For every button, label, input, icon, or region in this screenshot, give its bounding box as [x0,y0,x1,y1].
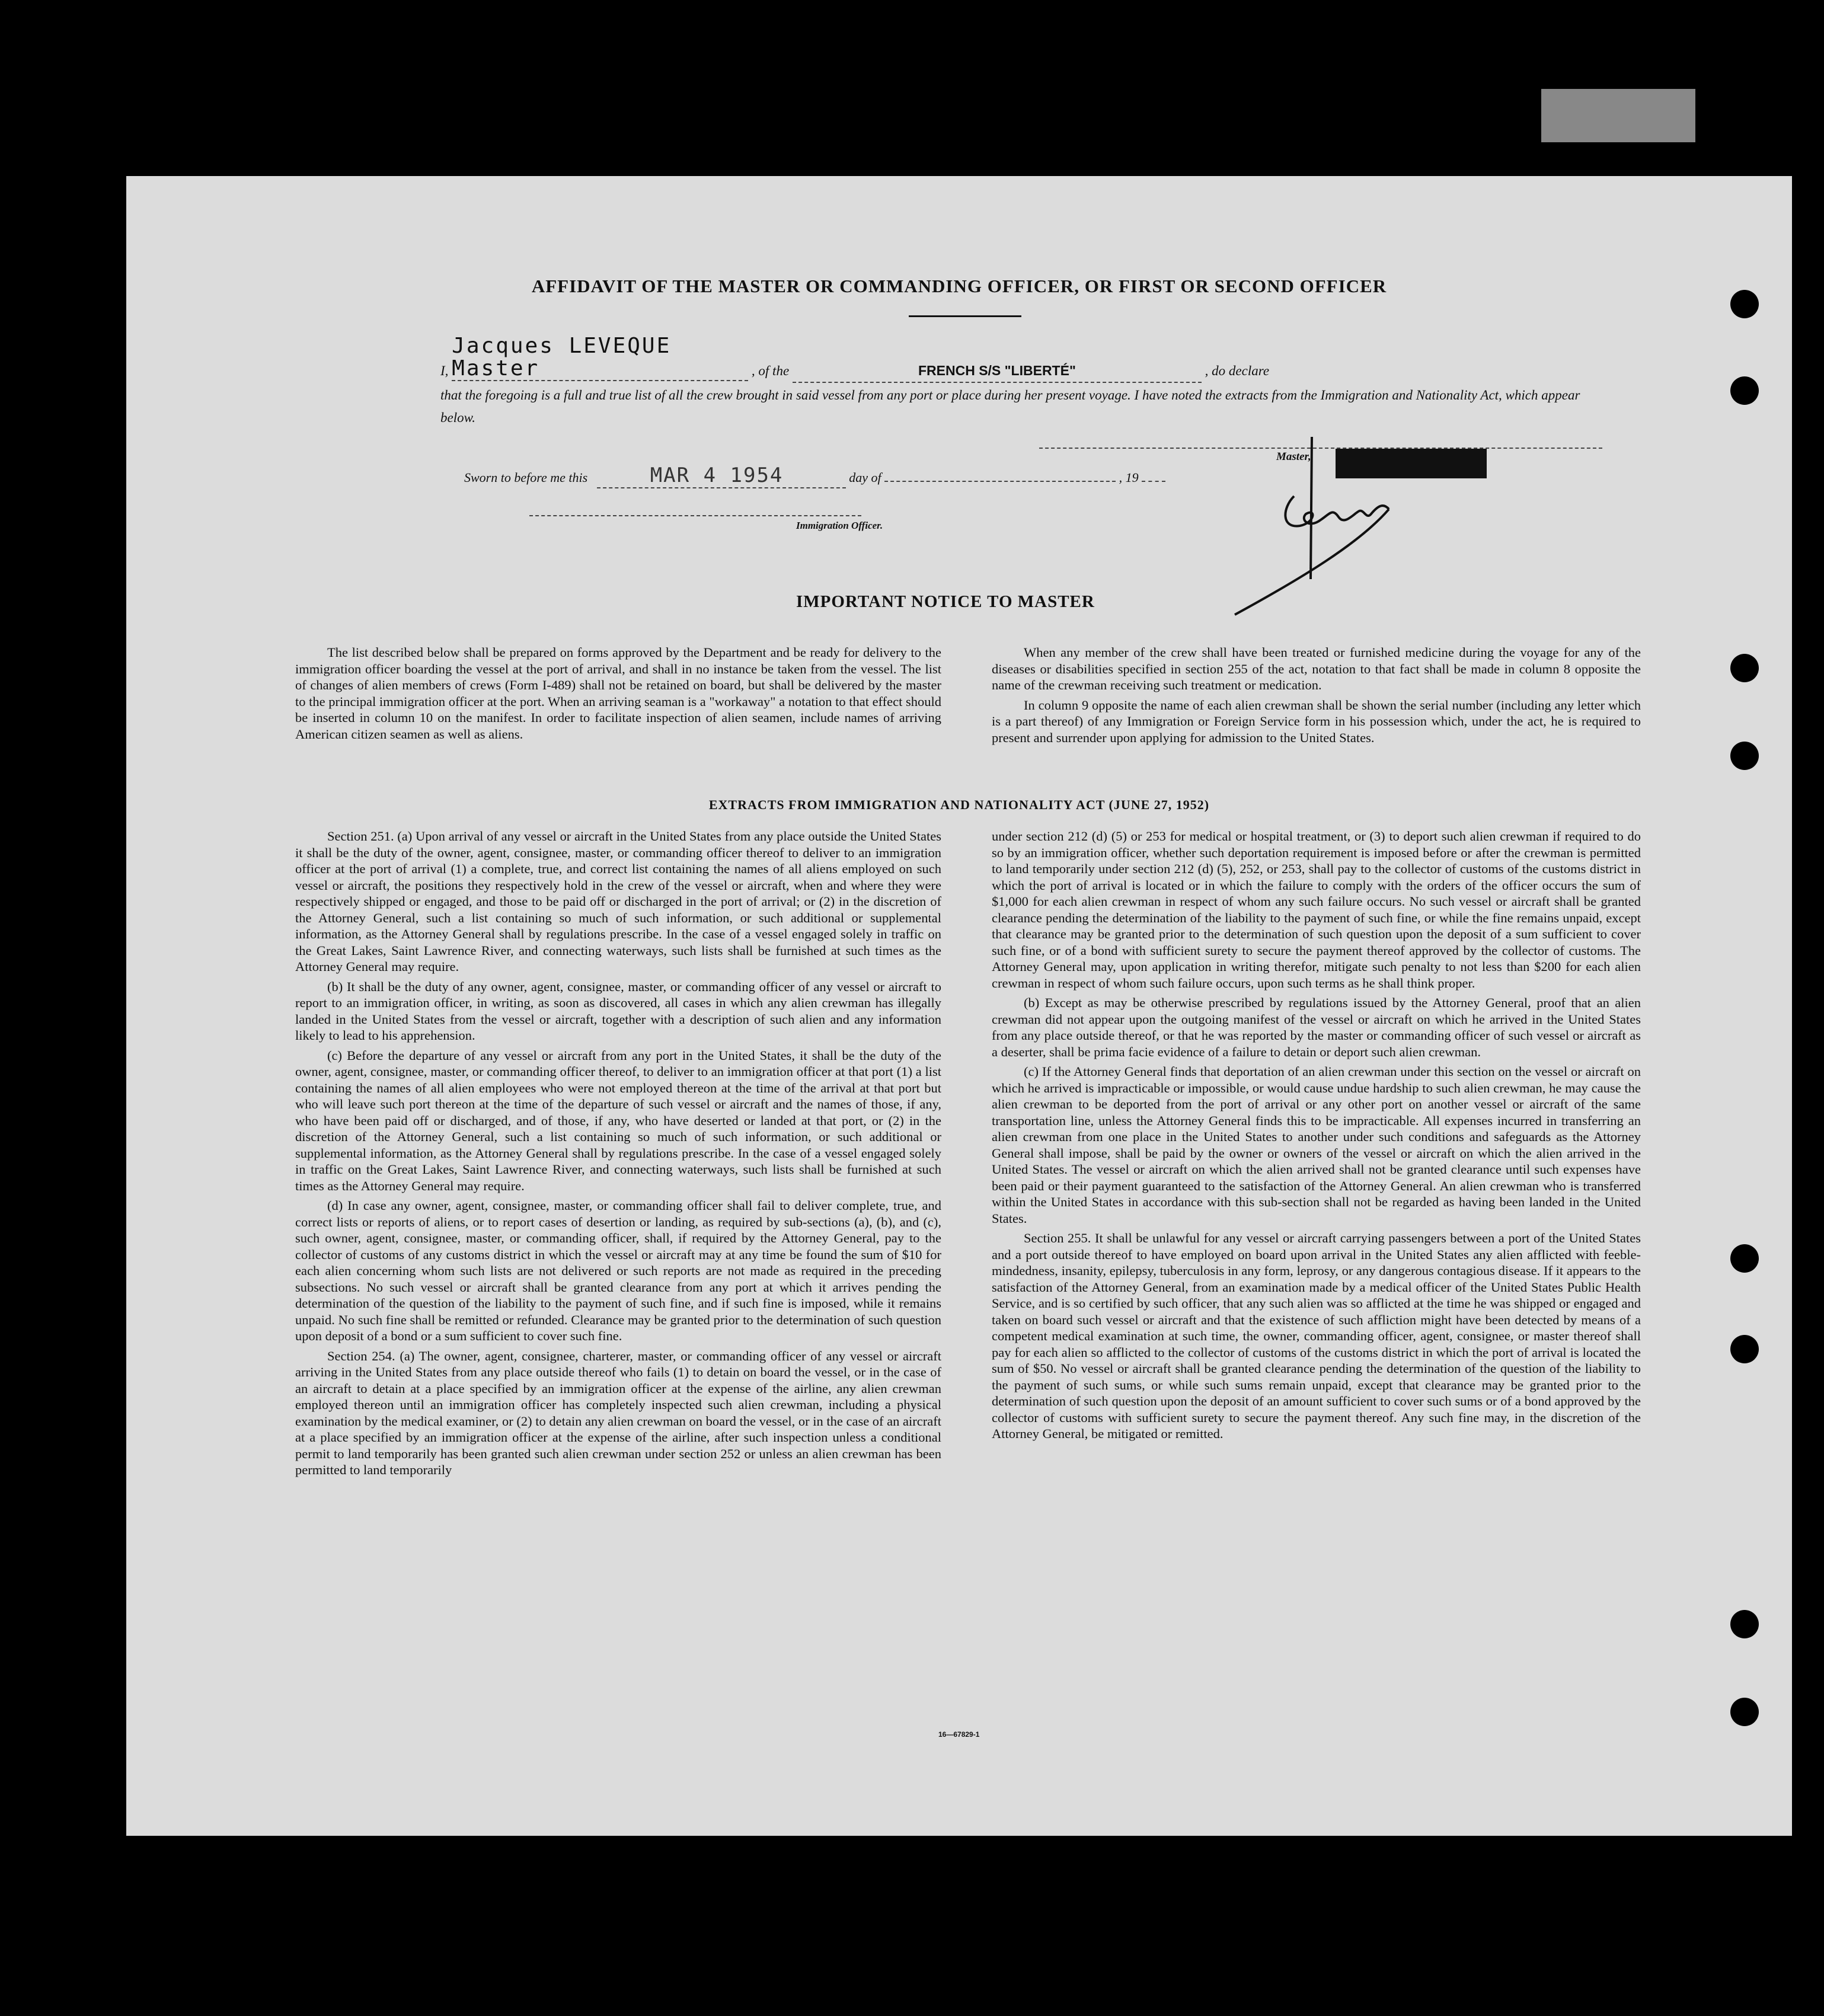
act-paragraph: Section 254. (a) The owner, agent, consignee, charterer, master, or commanding officer of any vessel or aircraft arriving in the United States from any place outside thereof who fails (1) to detain on board the vessel, or in the case of an aircraft to detain at a place specified by an immigration officer at the expense of the airline, any alien crewman employed thereon until an immigration officer has completely inspected such alien crewman, including a physical examination by the medical examiner, or (2) to detain any alien crewman on board the vessel, or in the case of an aircraft at a place specified by an immigration officer at the expense of the airline, after such inspection unless a conditional permit to land temporarily has been granted such alien crewman under section 252 or unless an alien crewman has been permitted to land temporarily [295,1348,941,1477]
act-paragraph: (d) In case any owner, agent, consignee, master, or commanding officer shall fail to deliver complete, true, and correct lists or reports of aliens, or to report cases of desertion or landing, as required by sub-sections (a), (b), and (c), such owner, agent, consignee, master, or commanding officer, shall, if required by the Attorney General, pay to the collector of customs of any customs district in which the vessel or aircraft may at any time be found the sum of $10 for each alien concerning whom such lists are not delivered or such reports are not made as required in the preceding subsections. No such vessel or aircraft shall be granted clearance from any port at which it arrives pending the determination of the question of the liability to the payment of such fine, and if such fine is imposed, while it remains unpaid. No such fine shall be remitted or refunded. Clearance may be granted prior to the determination of such question upon deposit of a bond or a sum sufficient to cover such fine. [295,1198,941,1343]
underlying-page-edge [1541,89,1695,142]
master-label: Master, [1276,451,1311,463]
act-paragraph: (c) Before the departure of any vessel or aircraft from any port in the United States, it shall be the duty of the owner, agent, consignee, master, or commanding officer thereof, to deliver to an immigration officer at that port (1) a list containing the names of all alien employees who were not employed thereon at the time of the arrival at that port but who will leave such port thereon at the time of the departure of such vessel or aircraft and the names of those, if any, who have been paid off or discharged, and of those, if any, who have deserted or landed at that port, or (2) in the discretion of the Attorney General, such a list containing so much of such information, or such additional or supplemental information, as the Attorney General shall by regulations prescribe. In the case of a vessel engaged solely in traffic on the Great Lakes, Saint Lawrence River, and connecting waterways, such lists shall be furnished at such times as the Attorney General may require. [295,1047,941,1193]
act-paragraph: Section 251. (a) Upon arrival of any vessel or aircraft in the United States from any place outside the United States it shall be the duty of the owner, agent, consignee, master, or commanding officer thereof to deliver to an immigration officer at the port of arrival (1) a complete, true, and correct list containing the names of all aliens employed on such vessel or aircraft, the positions they respectively hold in the crew of the vessel or aircraft, when and where they were respectively shipped or engaged, and those to be paid off or discharged in the port of arrival; or (2) in the discretion of the Attorney General, such a list containing so much of such information, or such additional or supplemental information, as the Attorney General shall by regulations prescribe. In the case of a vessel engaged solely in traffic on the Great Lakes, Saint Lawrence River, and connecting waterways, such lists shall be furnished at such times as the Attorney General may require. [295,829,941,974]
notice-paragraph: The list described below shall be prepared on forms approved by the Department and be ready for delivery to the immigration officer boarding the vessel at the port of arrival, and shall in no instance be taken from the vessel. The list of changes of alien members of crews (Form I-489) shall not be retained on board, but shall be delivered by the master to the principal immigration officer at the port. When an arriving seaman is a "workaway" a notation to that effect should be inserted in column 10 on the manifest. In order to facilitate inspection of alien seamen, include names of arriving American citizen seamen as well as aliens. [295,645,941,742]
notice-left-column [295,644,941,746]
form-number: 16—67829-1 [938,1730,980,1739]
punch-hole [1730,376,1759,405]
act-paragraph: under section 212 (d) (5) or 253 for medical or hospital treatment, or (3) to deport such alien crewman if required to do so by an immigration officer, whether such deportation requirement is imposed before or after the crewman is permitted to land temporarily under section 212 (d) (5), 252, or 253, shall pay to the collector of customs of the customs district in which the port of arrival is located or in which the failure to comply with the orders of the officer occurs the sum of $1,000 for each alien crewman in respect of whom any such failure occurs. No such vessel or aircraft shall be granted clearance pending the determination of the liability to the payment of such fine, or while the fine remains unpaid, except that clearance may be granted prior to the determination of such question upon the deposit of a sum sufficient to cover such fine, or of a bond with sufficient surety to secure the payment thereof approved by the collector of customs. The Attorney General may, upon application in writing therefor, mitigate such penalty to not less than $200 for each alien crewman in respect of whom such failure occurs, upon such terms as he shall think proper. [992,829,1641,991]
extracts-title: EXTRACTS FROM IMMIGRATION AND NATIONALITY ACT (JUNE 27, 1952) [708,797,1210,812]
act-paragraph: (b) Except as may be otherwise prescribed by regulations issued by the Attorney General, proof that an alien crewman did not appear upon the outgoing manifest of the vessel or aircraft on which he arrived in the United States from any place outside thereof, or that he was reported by the master or commanding officer of such vessel or aircraft as a deserter, shall be prima facie evidence of a failure to detain or deport such alien crewman. [992,995,1641,1059]
handwritten-signature [1211,425,1424,627]
act-paragraph: Section 255. It shall be unlawful for any vessel or aircraft carrying passengers between a port of the United States and a port outside thereof to have employed on board upon arrival in the United States any alien afflicted with feeble-mindedness, insanity, epilepsy, tuberculosis in any form, leprosy, or any dangerous contagious disease. If it appears to the satisfaction of the Attorney General, from an examination made by a medical officer of the United States Public Health Service, and is so certified by such officer, that any such alien was so afflicted at the time he was shipped or engaged and taken on board such vessel or aircraft and that the existence of such affliction might have been detected by means of a competent medical examination at such time, the owner, commanding officer, agent, consignee, or master thereof shall pay for each alien so afflicted to the collector of customs of the customs district in which the port of arrival is located the sum of $50. No vessel or aircraft shall be granted clearance pending the determination of the question of the liability to the payment of such sums, or while such sums remain unpaid, except that clearance may be granted prior to the determination of such question upon the deposit of an amount sufficient to cover such sums or of a bond approved by the collector of customs with sufficient surety to secure the payment thereof. Any such fine may, in the discretion of the Attorney General, be mitigated or remitted. [992,1231,1641,1441]
extracts-right-column [992,828,1641,1446]
punch-hole [1730,1610,1759,1638]
sworn-date-stamp: MAR 4 1954 [650,464,784,487]
officer-signature-line [529,515,861,516]
year-prefix: , 19 [1119,470,1139,485]
notice-paragraph: In column 9 opposite the name of each alien crewman shall be shown the serial number (including any letter which is a part thereof) of any Immigration or Foreign Service form in his possession which, under the act, he is required to present and surrender upon applying for admission to the United States. [992,697,1641,745]
title-rule [909,315,1021,317]
act-paragraph: (b) It shall be the duty of any owner, agent, consignee, master, or commanding officer of any vessel or aircraft to report to an immigration officer, in writing, as soon as discovered, all cases in which any alien crewman has illegally landed in the United States from the vessel or aircraft, together with a description of such alien and any information likely to lead to his apprehension. [295,979,941,1043]
master-name: Jacques LEVEQUE Master [452,335,748,381]
declaration-i: I, [440,363,449,378]
day-of-label: day of [849,470,881,485]
declaration [440,335,1638,429]
notice-right-column [992,644,1641,749]
punch-hole [1730,742,1759,770]
notice-title: IMPORTANT NOTICE TO MASTER [796,592,1095,611]
punch-hole [1730,1698,1759,1726]
vessel-name: FRENCH S/S "LIBERTÉ" [793,359,1202,383]
sworn-line [464,464,1165,488]
notice-paragraph: When any member of the crew shall have been treated or furnished medicine during the voyage for any of the diseases or disabilities specified in section 255 of the act, notation to that fact shall be made in column 8 opposite the name of the crewman receiving such treatment or medication. [992,645,1641,692]
punch-hole [1730,1335,1759,1363]
extracts-left-column [295,828,941,1482]
immigration-officer-label: Immigration Officer. [796,520,883,531]
punch-hole [1730,654,1759,682]
sworn-prefix: Sworn to before me this [464,470,588,485]
punch-hole [1730,1244,1759,1273]
act-paragraph: (c) If the Attorney General finds that deportation of an alien crewman under this section on the vessel or aircraft on which he arrived is impracticable or impossible, or would cause undue hardship to such alien crewman, he may cause the alien crewman to be deported from the port of arrival or any other port on another vessel or aircraft of the same transportation line, unless the Attorney General finds this to be impracticable. All expenses incurred in transferring an alien crewman from one place in the United States to another under such conditions and safeguards as the Attorney General shall impose, shall be paid by the owner or owners of the vessel or aircraft on which the alien arrived in the United States. The vessel or aircraft on which the alien arrived shall not be granted clearance until such expenses have been paid or their payment guaranteed to the satisfaction of the Attorney General. An alien crewman who is transferred within the United States in accordance with this sub-section shall not be regarded as having been landed in the United States. [992,1064,1641,1226]
document-page [126,176,1792,1836]
affidavit-title: AFFIDAVIT OF THE MASTER OR COMMANDING OFFICER, OR FIRST OR SECOND OFFICER [531,276,1387,296]
of-the-label: , of the [751,363,790,378]
declaration-statement: that the foregoing is a full and true list of all the crew brought in said vessel from any port or place during her present voyage. I have noted the extracts from the Immigration and Nationality Act, which appear below. [440,388,1580,425]
do-declare-label: , do declare [1205,363,1270,378]
